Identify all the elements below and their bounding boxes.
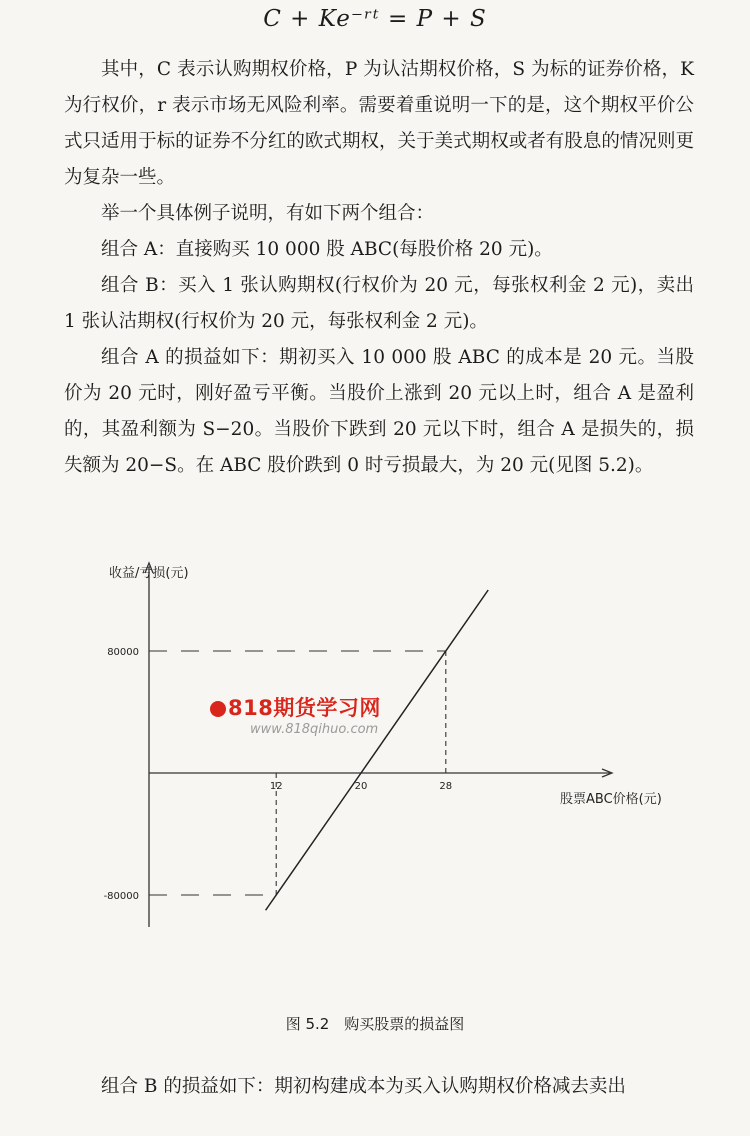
profit-loss-chart	[80, 545, 720, 935]
body-text	[64, 52, 694, 484]
paragraph: 组合 A：直接购买 10 000 股 ABC(每股价格 20 元)。	[101, 239, 553, 260]
y-axis-label: 收益/亏损(元)	[109, 566, 189, 581]
y-tick-label: -80000	[103, 891, 139, 902]
watermark-title: 818期货学习网	[210, 692, 400, 722]
paragraph: 组合 A 的损益如下：期初买入 10 000 股 ABC 的成本是 20 元。当股价为 20 元时，刚好盈亏平衡。当股价上涨到 20 元以上时，组合 A 是盈利的，其盈利额为 S−20。当股价下跌到 20 元以下时，组合 A 是损失的，损失额为 20−S。在 ABC 股价跌到 0 时亏损最大，为 20 元(见图 5.2)。	[64, 347, 694, 476]
paragraph: 组合 B：买入 1 张认购期权(行权价为 20 元，每张权利金 2 元)，卖出 1 张认沽期权(行权价为 20 元，每张权利金 2 元)。	[64, 275, 694, 332]
watermark-logo-icon	[210, 701, 226, 717]
parity-formula: C + Ke⁻ʳᵗ = P + S	[263, 6, 487, 32]
x-tick-label: 20	[354, 781, 368, 792]
chart-canvas	[80, 545, 720, 935]
series-line	[266, 590, 489, 910]
paragraph: 举一个具体例子说明，有如下两个组合：	[101, 203, 435, 224]
paragraph: 组合 B 的损益如下：期初构建成本为买入认购期权价格减去卖出	[101, 1076, 626, 1097]
y-tick-label: 80000	[107, 647, 139, 658]
watermark-url: www.818qihuo.com	[250, 722, 379, 737]
x-axis-label: 股票ABC价格(元)	[560, 792, 662, 807]
x-tick-label: 28	[439, 781, 453, 792]
x-tick-label: 12	[269, 781, 283, 792]
paragraph: 其中，C 表示认购期权价格，P 为认沽期权价格，S 为标的证券价格，K 为行权价，r 表示市场无风险利率。需要着重说明一下的是，这个期权平价公式只适用于标的证券不分红的欧式期权，关于美式期权或者有股息的情况则更为复杂一些。	[64, 59, 694, 188]
watermark	[210, 692, 400, 737]
figure-caption: 图 5.2 购买股票的损益图	[285, 1015, 465, 1033]
